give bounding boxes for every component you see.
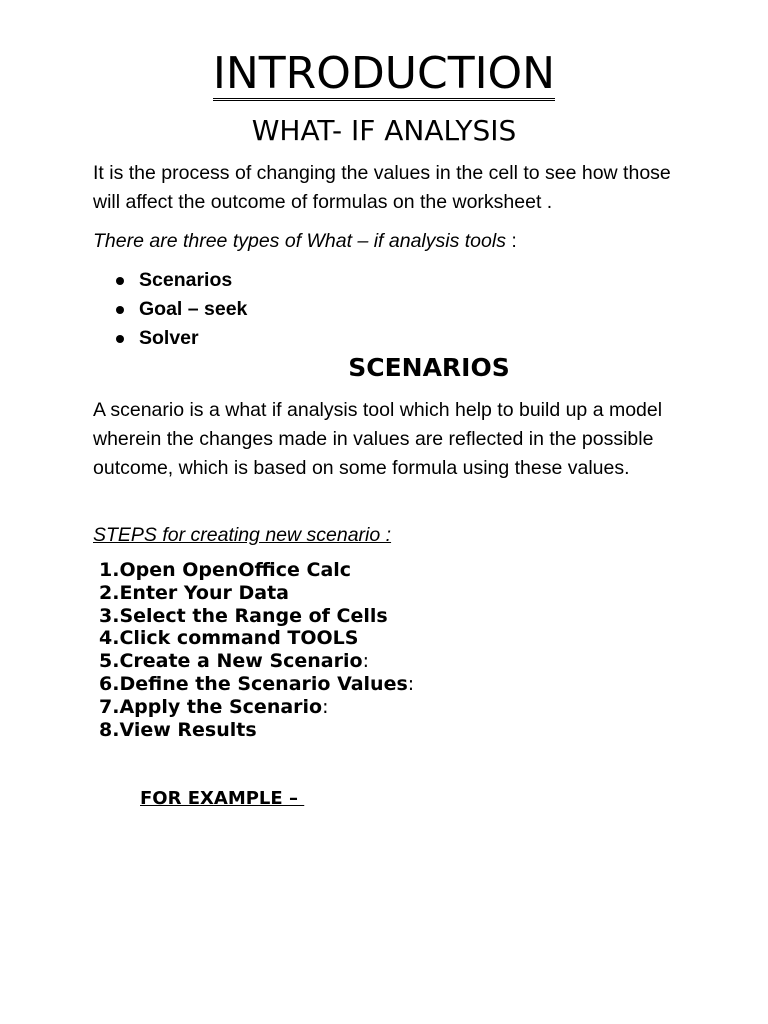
page-title-text: INTRODUCTION <box>212 48 556 99</box>
list-item <box>93 324 247 353</box>
list-item <box>99 605 414 628</box>
step-text: Select the Range of Cells <box>119 604 388 627</box>
list-item <box>99 582 414 605</box>
bullet-icon <box>116 277 124 285</box>
step-text: Create a New Scenario <box>119 650 363 673</box>
list-item <box>99 696 414 719</box>
list-item <box>93 295 247 324</box>
list-item <box>99 673 414 696</box>
types-sentence-text: There are three types of What – if analysis tools <box>93 230 506 252</box>
step-suffix: : <box>407 672 415 695</box>
step-number: 1. <box>99 559 120 581</box>
list-item <box>99 650 414 673</box>
step-number: 2. <box>99 581 120 604</box>
list-item-text: Goal – seek <box>139 298 248 320</box>
steps-list <box>99 559 414 741</box>
example-heading: FOR EXAMPLE – <box>140 788 305 809</box>
list-item <box>99 559 414 582</box>
step-number: 5. <box>99 650 120 673</box>
step-text: Apply the Scenario <box>119 695 323 718</box>
list-item <box>99 627 414 650</box>
section-heading-scenarios: SCENARIOS <box>348 353 510 382</box>
step-number: 4. <box>99 627 120 650</box>
list-item <box>93 266 247 295</box>
bullet-icon <box>116 306 124 314</box>
intro-paragraph: It is the process of changing the values in the cell to see how those will affect the outcome of formulas on the worksheet . <box>93 162 671 213</box>
step-text: View Results <box>119 718 257 741</box>
step-number: 6. <box>99 672 120 695</box>
step-text: Click command TOOLS <box>119 627 359 650</box>
page-subtitle: WHAT- IF ANALYSIS <box>251 114 517 147</box>
types-sentence <box>93 227 693 256</box>
step-number: 8. <box>99 718 120 741</box>
tools-list <box>93 266 247 353</box>
list-item <box>99 719 414 742</box>
step-text: Define the Scenario Values <box>119 672 408 695</box>
step-text: Open OpenOffice Calc <box>119 559 352 581</box>
types-sentence-colon: : <box>505 230 517 252</box>
step-suffix: : <box>322 695 329 718</box>
list-item-text: Scenarios <box>139 269 233 291</box>
page-title <box>0 48 768 101</box>
step-number: 3. <box>99 604 120 627</box>
step-number: 7. <box>99 695 120 718</box>
scenarios-paragraph: A scenario is a what if analysis tool which help to build up a model wherein the changes made in values are reflected in the possible outcome, which is based on some formula using these values. <box>93 399 663 479</box>
list-item-text: Solver <box>139 327 199 349</box>
step-text: Enter Your Data <box>119 581 289 604</box>
step-suffix: : <box>362 650 369 673</box>
steps-heading: STEPS for creating new scenario : <box>93 524 392 546</box>
bullet-icon <box>116 335 124 343</box>
